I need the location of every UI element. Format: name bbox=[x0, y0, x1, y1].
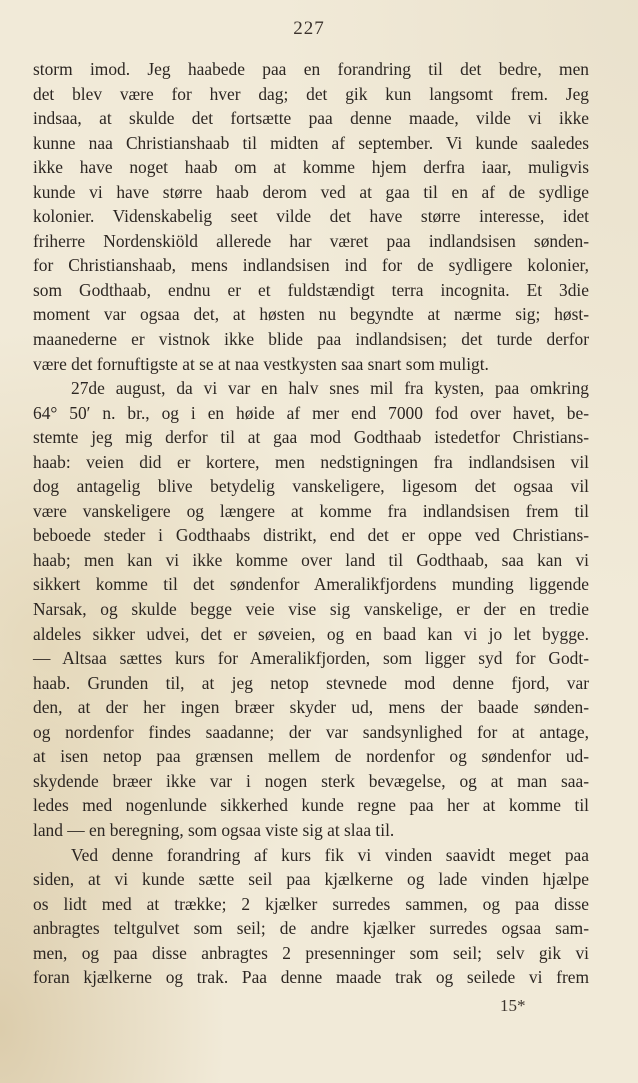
text-line: beboede steder i Godthaabs distrikt, end det er oppe ved Christians- bbox=[33, 525, 589, 546]
text-line: storm imod. Jeg haabede paa en forandring til det bedre, men bbox=[33, 59, 589, 79]
text-line: friherre Nordenskiöld allerede har været paa indlandsisen sønden- bbox=[33, 230, 589, 251]
signature-mark: 15* bbox=[500, 996, 526, 1015]
text-line: stemte jeg mig derfor til at gaa mod Godthaab istedetfor Christians- bbox=[33, 427, 589, 448]
text-line: anbragtes teltgulvet som seil; de andre kjælker surredes ogsaa sam- bbox=[33, 918, 589, 939]
page-number: 227 bbox=[293, 18, 325, 39]
text-line: for Christianshaab, mens indlandsisen ind for de sydligere kolonier, bbox=[33, 255, 589, 276]
text-line: ledes med nogenlunde sikkerhed kunde regne paa her at komme til bbox=[33, 795, 589, 816]
text-line: være det fornuftigste at se at naa vestkysten saa snart som muligt. bbox=[33, 353, 489, 374]
text-line: at isen netop paa grænsen mellem de nordenfor og søndenfor ud- bbox=[33, 746, 589, 767]
text-line: som Godthaab, endnu er et fuldstændigt terra incognita. Et 3die bbox=[33, 279, 589, 300]
text-line: haab; men kan vi ikke komme over land til Godthaab, saa kan vi bbox=[33, 549, 589, 570]
text-line: Narsak, og skulde begge veie vise sig vanskelige, er der en tredie bbox=[33, 599, 589, 620]
text-line: sikkert komme til det søndenfor Ameralikfjordens munding liggende bbox=[33, 574, 589, 595]
text-line: 27de august, da vi var en halv snes mil fra kysten, paa omkring bbox=[71, 378, 589, 399]
text-line: aldeles sikker udvei, det er søveien, og en baad kan vi jo let bygge. bbox=[33, 623, 589, 644]
body-text bbox=[33, 57, 589, 990]
text-line: dog antagelig blive betydelig vanskeligere, ligesom det ogsaa vil bbox=[33, 476, 589, 497]
text-line: — Altsaa sættes kurs for Ameralikfjorden, som ligger syd for Godt- bbox=[33, 648, 589, 669]
text-line: den, at der her ingen bræer skyder ud, mens der baade sønden- bbox=[33, 697, 589, 718]
text-line: kunde vi have større haab derom ved at gaa til en af de sydlige bbox=[33, 181, 589, 202]
text-line: moment var ogsaa det, at høsten nu begyndte at nærme sig; høst- bbox=[33, 304, 589, 325]
text-line: haab. Grunden til, at jeg netop stevnede mod denne fjord, var bbox=[33, 672, 589, 693]
text-line: foran kjælkerne og trak. Paa denne maade trak og seilede vi frem bbox=[33, 967, 589, 988]
text-line: ikke have noget haab om at komme hjem derfra iaar, muligvis bbox=[33, 157, 589, 178]
text-line: og nordenfor findes saadanne; der var sandsynlighed for at antage, bbox=[33, 721, 589, 742]
text-line: haab: veien did er kortere, men nedstigningen fra indlandsisen vil bbox=[33, 451, 589, 472]
text-line: kolonier. Videnskabelig seet vilde det have større interesse, idet bbox=[33, 206, 589, 227]
text-line: land — en beregning, som ogsaa viste sig at slaa til. bbox=[33, 819, 395, 840]
text-line: siden, at vi kunde sætte seil paa kjælkerne og lade vinden hjælpe bbox=[33, 869, 589, 890]
text-line: være vanskeligere og længere at komme fra indlandsisen frem til bbox=[33, 500, 589, 521]
text-line: men, og paa disse anbragtes 2 presenninger som seil; selv gik vi bbox=[33, 942, 589, 963]
text-line: os lidt med at trække; 2 kjælker surredes sammen, og paa disse bbox=[33, 893, 589, 914]
text-line: det blev være for hver dag; det gik kun langsomt frem. Jeg bbox=[33, 83, 589, 104]
text-line: skydende bræer ikke var i nogen sterk bevægelse, og at man saa- bbox=[33, 770, 589, 791]
text-line: maanederne er vistnok ikke blide paa indlandsisen; det turde derfor bbox=[33, 329, 589, 350]
text-line: Ved denne forandring af kurs fik vi vinden saavidt meget paa bbox=[71, 844, 589, 865]
text-line: 64° 50′ n. br., og i en høide af mer end 7000 fod over havet, be- bbox=[33, 402, 589, 423]
text-line: kunne naa Christianshaab til midten af september. Vi kunde saaledes bbox=[33, 132, 589, 153]
text-line: indsaa, at skulde det fortsætte paa denne maade, vilde vi ikke bbox=[33, 108, 589, 129]
